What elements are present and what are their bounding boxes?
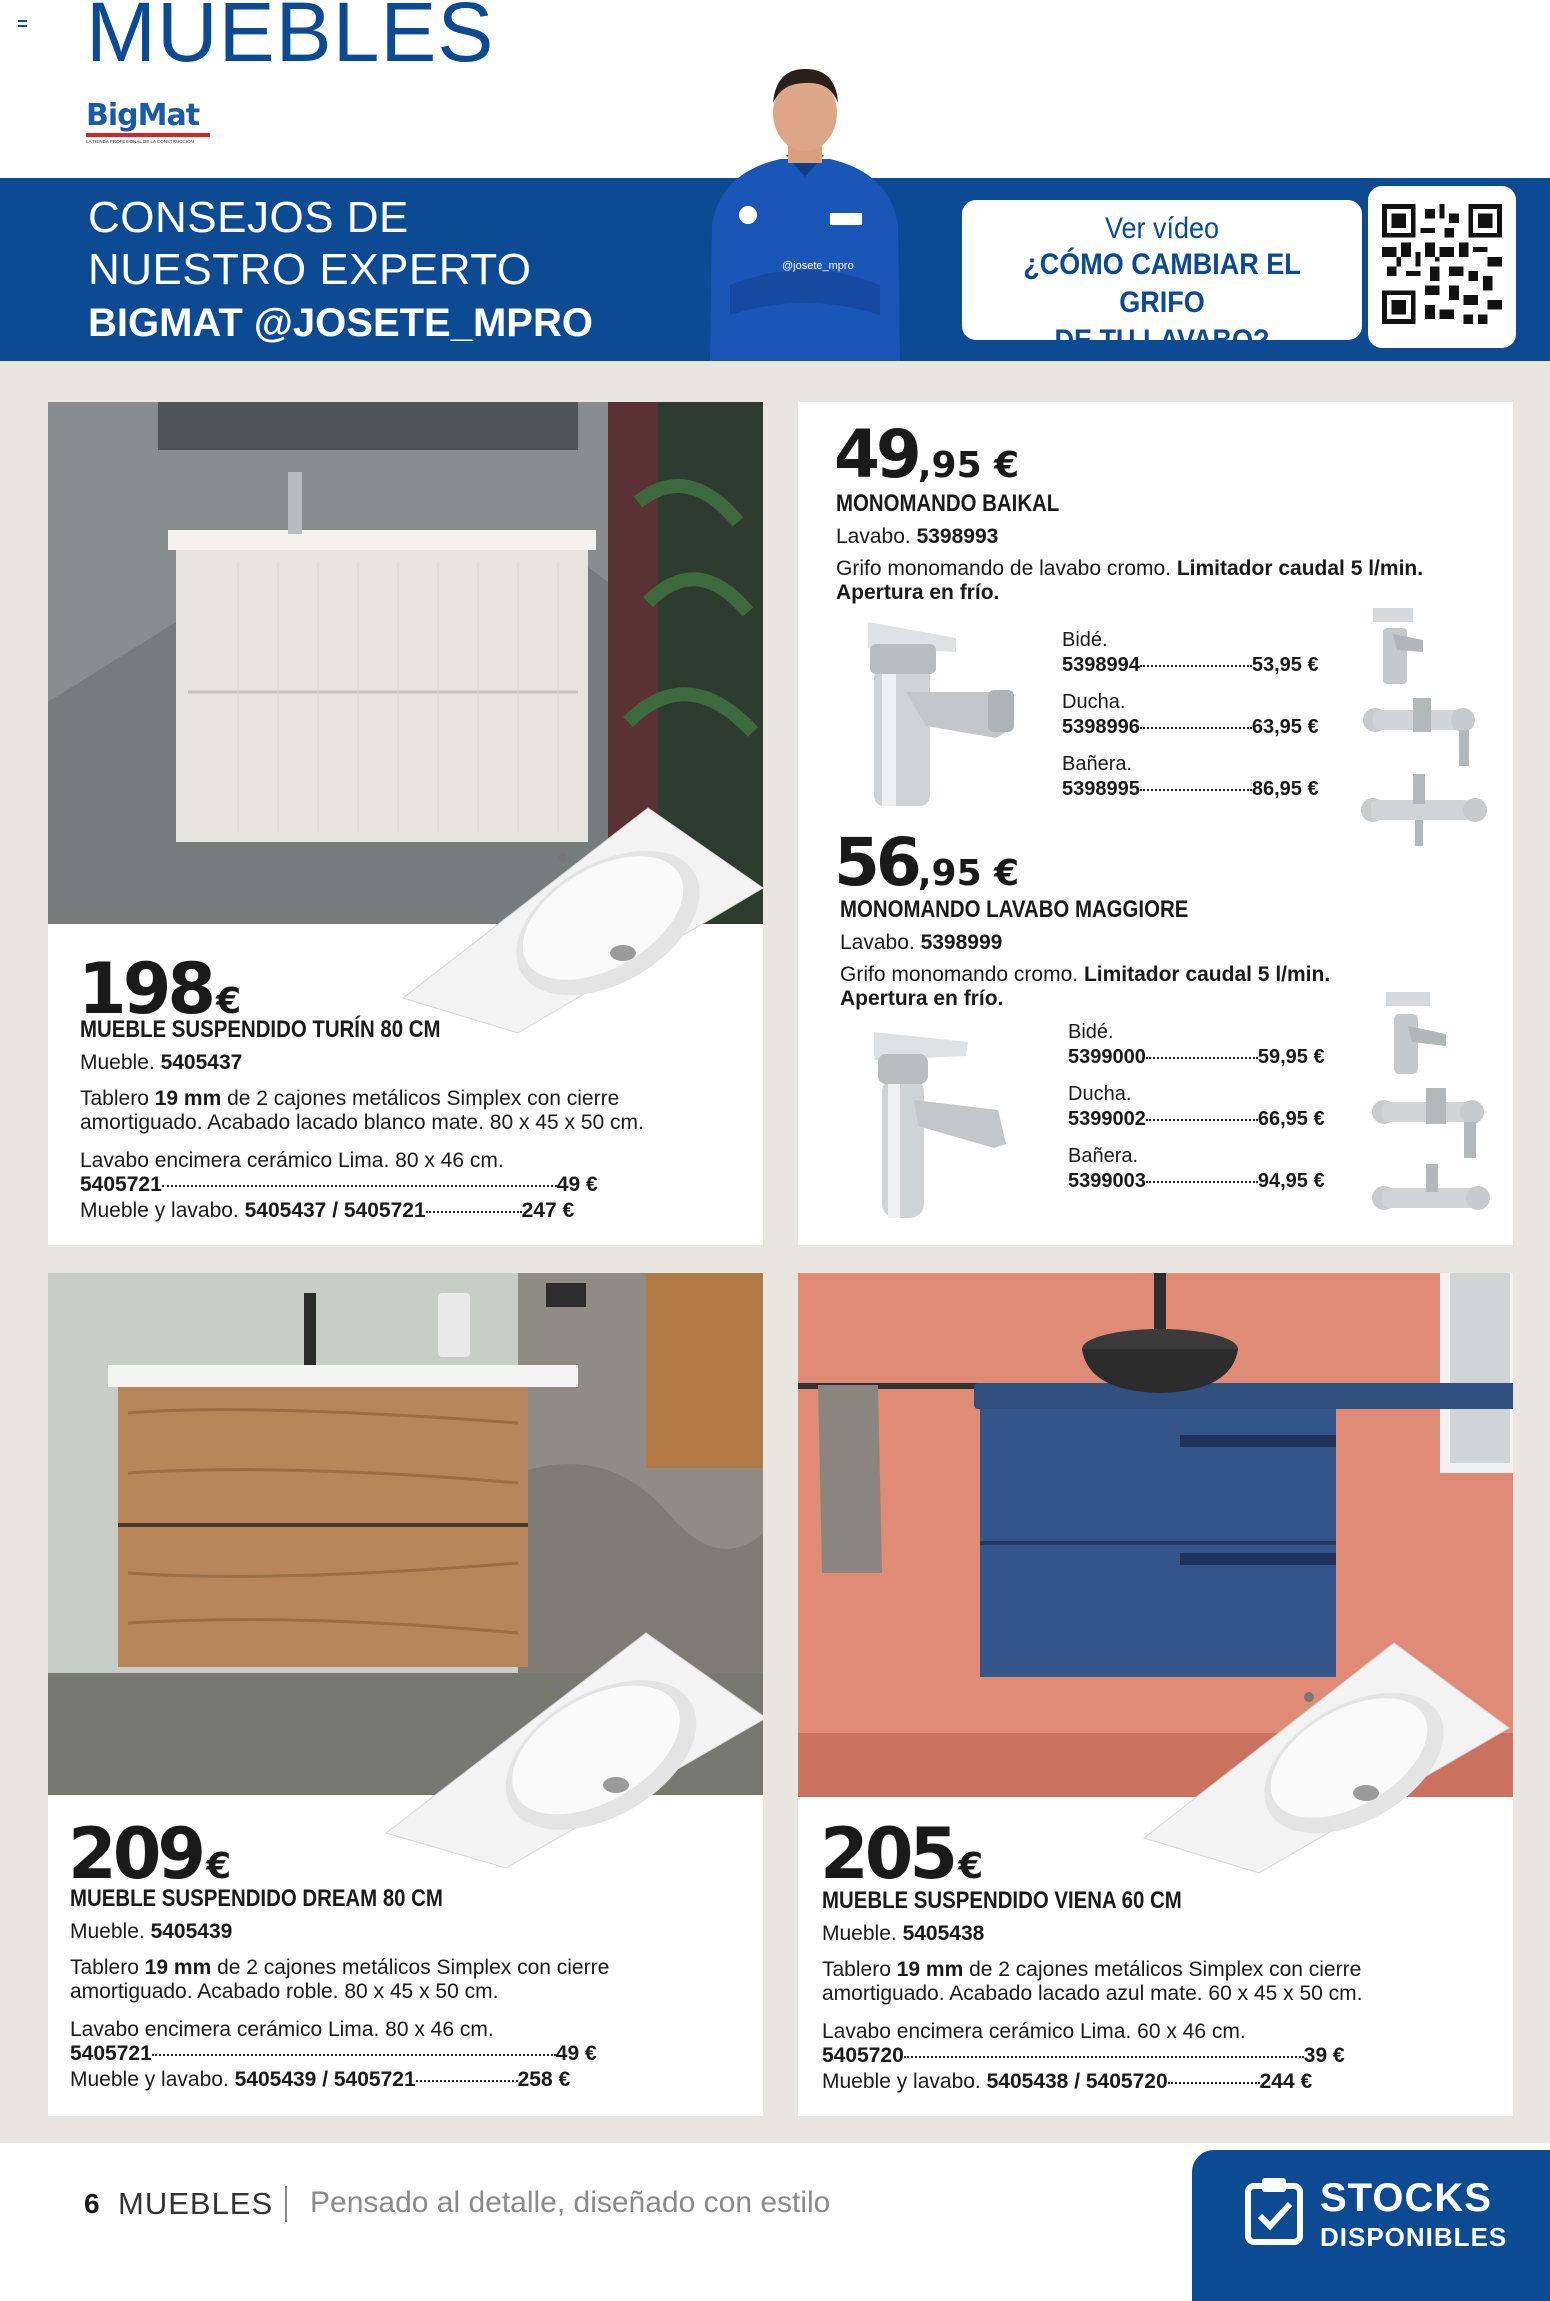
product-card-faucets[interactable] — [798, 402, 1513, 1245]
maggiore-faucet-image — [848, 1014, 1028, 1224]
dream-sink-price-row: 5405721 49 € — [70, 2042, 597, 2065]
expert-handle: BIGMAT @JOSETE_MPRO — [88, 301, 593, 345]
maggiore-desc-1: Grifo monomando cromo. Limitador caudal 5 l/min. — [840, 963, 1331, 986]
turin-name: MUEBLE SUSPENDIDO TURÍN 80 CM — [80, 1016, 441, 1043]
viena-combo-row: Mueble y lavabo. 5405438 / 5405720 244 € — [822, 2070, 1313, 2093]
stocks-sublabel: DISPONIBLES — [1320, 2222, 1508, 2252]
turin-price: 198 € — [78, 948, 242, 1030]
dream-name: MUEBLE SUSPENDIDO DREAM 80 CM — [70, 1885, 443, 1912]
dream-price: 209 € — [68, 1813, 232, 1895]
bigmat-logo — [86, 98, 214, 146]
footer-section: MUEBLES — [118, 2186, 274, 2221]
turin-desc-2: amortiguado. Acabado lacado blanco mate. 80 x 45 x 50 cm. — [80, 1111, 644, 1134]
page-title: MUEBLES — [86, 0, 495, 79]
baikal-variant-bide-label: Bidé. — [1062, 629, 1108, 651]
stocks-badge — [1192, 2150, 1550, 2301]
turin-combo-row: Mueble y lavabo. 5405437 / 5405721 247 € — [80, 1199, 575, 1222]
qr-code-box[interactable] — [1368, 186, 1516, 348]
dream-ref: Mueble. 5405439 — [70, 1920, 233, 1943]
maggiore-variant-faucets-image — [1368, 970, 1508, 1230]
video-link[interactable] — [962, 200, 1362, 357]
shirt-handle: @josete_mpro — [782, 260, 854, 272]
maggiore-variants: Bidé. 5399000 59,95 € Ducha. 5399002 66,95 € Bañera. 5399003 94,95 € — [1068, 1021, 1325, 1192]
dream-desc-2: amortiguado. Acabado roble. 80 x 45 x 50 cm. — [70, 1980, 499, 2003]
viena-price: 205 € — [820, 1813, 984, 1895]
turin-sink-image — [393, 798, 763, 1038]
viena-ref: Mueble. 5405438 — [822, 1922, 985, 1945]
footer-tagline: Pensado al detalle, diseñado con estilo — [310, 2186, 831, 2219]
baikal-variants: Bidé. 5398994 53,95 € Ducha. 5398996 63,95 € Bañera. 5398995 86,95 € — [1062, 629, 1319, 800]
clipboard-check-icon — [1244, 2176, 1304, 2246]
dream-desc-1: Tablero 19 mm de 2 cajones metálicos Simplex con cierre — [70, 1956, 610, 1979]
viena-sink-price-row: 5405720 39 € — [822, 2044, 1345, 2067]
product-card-viena[interactable] — [798, 1273, 1513, 2116]
dream-sink-desc: Lavabo encimera cerámico Lima. 80 x 46 cm. — [70, 2018, 494, 2041]
menu-icon[interactable] — [18, 20, 27, 27]
product-card-dream[interactable] — [48, 1273, 763, 2116]
turin-desc-1: Tablero 19 mm de 2 cajones metálicos Simplex con cierre — [80, 1087, 620, 1110]
product-card-turin[interactable] — [48, 402, 763, 1245]
turin-sink-price-row: 5405721 49 € — [80, 1173, 598, 1196]
viena-sink-desc: Lavabo encimera cerámico Lima. 60 x 46 cm. — [822, 2020, 1246, 2043]
dream-combo-row: Mueble y lavabo. 5405439 / 5405721 258 € — [70, 2068, 571, 2091]
stocks-label: STOCKS — [1320, 2176, 1492, 2220]
baikal-desc-2: Apertura en frío. — [836, 581, 1000, 604]
baikal-faucet-image — [846, 608, 1026, 808]
viena-name: MUEBLE SUSPENDIDO VIENA 60 CM — [822, 1887, 1182, 1914]
footer-divider — [285, 2186, 287, 2222]
baikal-name: MONOMANDO BAIKAL — [836, 490, 1060, 517]
page-number: 6 — [84, 2188, 100, 2219]
maggiore-name: MONOMANDO LAVABO MAGGIORE — [840, 896, 1189, 923]
expert-photo — [690, 55, 920, 361]
video-title-2: DE TU LAVABO? — [1054, 324, 1270, 357]
baikal-ref: Lavabo. 5398993 — [836, 525, 999, 548]
maggiore-price: 56,95 € — [834, 824, 1020, 901]
expert-banner-text: CONSEJOS DE NUESTRO EXPERTO BIGMAT @JOSETE_MPRO — [88, 192, 593, 348]
baikal-price: 49,95 € — [834, 416, 1020, 493]
video-title-1: ¿CÓMO CAMBIAR EL GRIFO — [1023, 248, 1301, 319]
baikal-variant-faucets-image — [1353, 598, 1503, 848]
dream-sink-image — [376, 1623, 763, 1873]
turin-sink-desc: Lavabo encimera cerámico Lima. 80 x 46 cm. — [80, 1149, 504, 1172]
viena-desc-1: Tablero 19 mm de 2 cajones metálicos Simplex con cierre — [822, 1958, 1362, 1981]
baikal-desc-1: Grifo monomando de lavabo cromo. Limitador caudal 5 l/min. — [836, 557, 1424, 580]
qr-code-icon — [1382, 204, 1502, 324]
turin-ref: Mueble. 5405437 — [80, 1051, 243, 1074]
maggiore-ref: Lavabo. 5398999 — [840, 931, 1003, 954]
video-label: Ver vídeo — [1104, 212, 1220, 245]
viena-desc-2: amortiguado. Acabado lacado azul mate. 60 x 45 x 50 cm. — [822, 1982, 1363, 2005]
logo-tagline: LA TIENDA PROFESIONAL DE LA CONSTRUCCIÓN — [86, 139, 194, 144]
logo-text: BigMat — [86, 98, 200, 133]
viena-sink-image — [1134, 1633, 1513, 1878]
maggiore-desc-2: Apertura en frío. — [840, 987, 1004, 1010]
